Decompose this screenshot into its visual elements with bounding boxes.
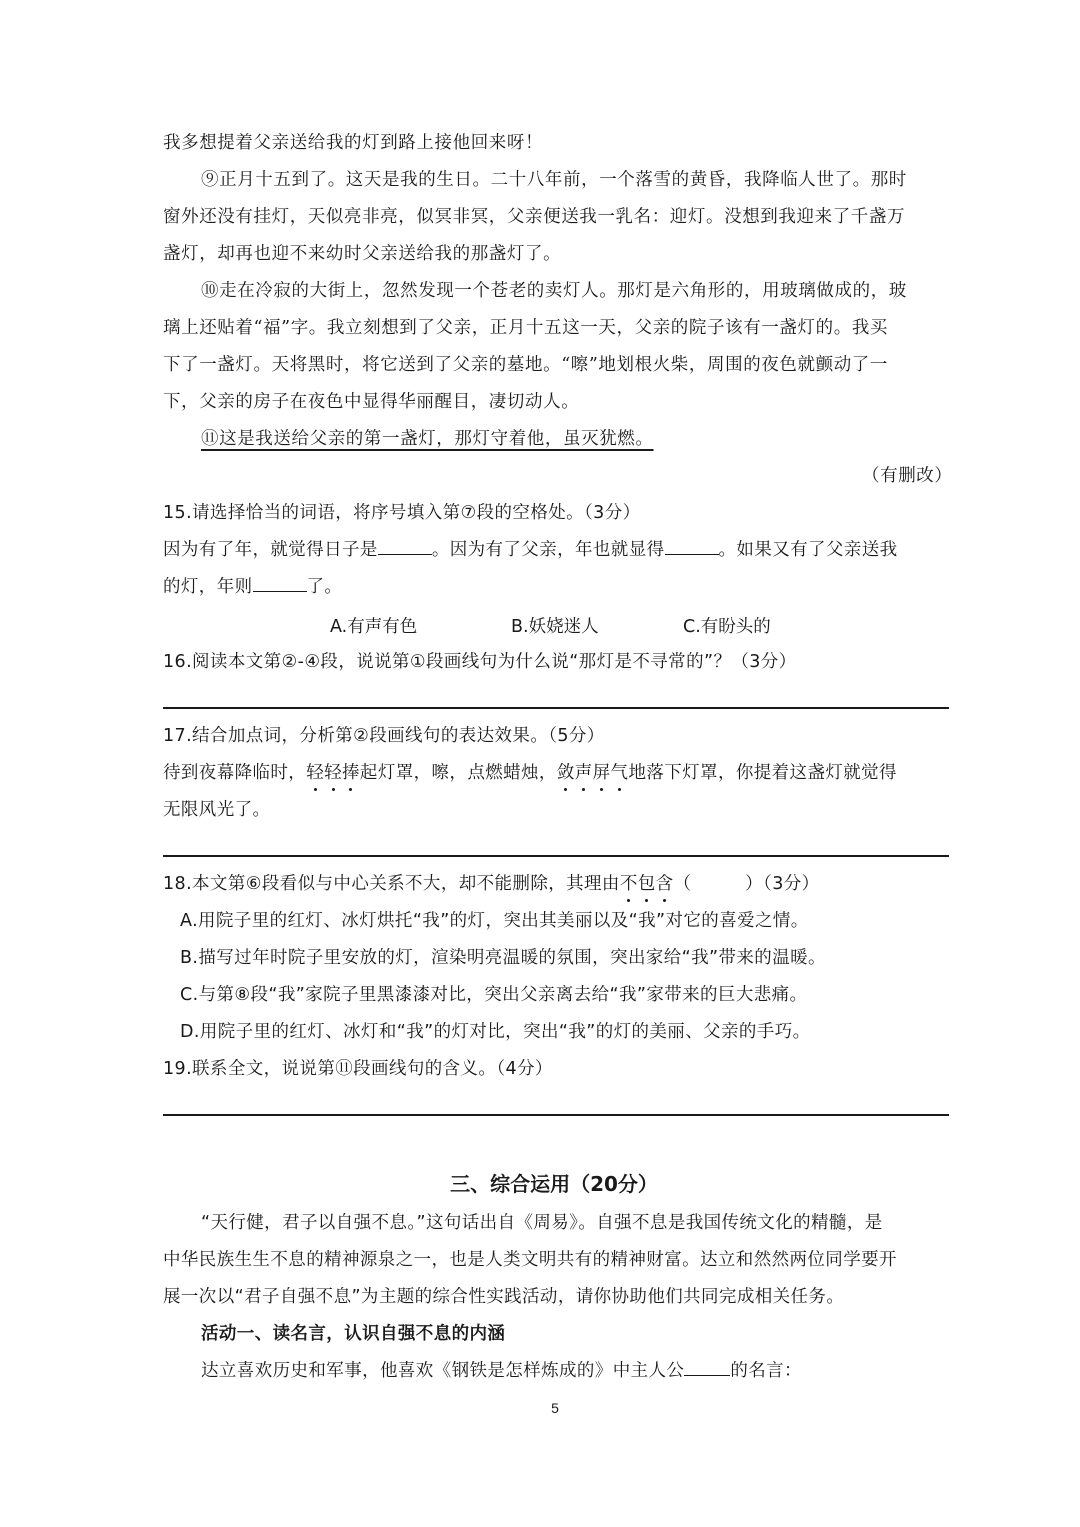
section-intro-line: 展一次以“君子自强不息”为主题的综合性实践活动，请你协助他们共同完成相关任务。 bbox=[163, 1287, 845, 1307]
question-15-line bbox=[163, 575, 342, 599]
answer-blank-2[interactable] bbox=[665, 539, 719, 555]
question-17-sentence bbox=[163, 761, 897, 785]
q18-option-a: A.用院子里的红灯、冰灯烘托“我”的灯，突出其美丽以及“我”对它的喜爱之情。 bbox=[180, 911, 809, 931]
activity-1-text: 达立喜欢历史和军事，他喜欢《钢铁是怎样炼成的》中主人公 bbox=[201, 1361, 685, 1381]
question-15-line bbox=[163, 538, 898, 562]
paragraph-9-line: ⑨正月十五到了。这天是我的生日。二十八年前，一个落雪的黄昏，我降临人世了。那时 bbox=[201, 170, 907, 190]
q18-option-d: D.用院子里的红灯、冰灯和“我”的灯对比，突出“我”的灯的美丽、父亲的手巧。 bbox=[180, 1022, 811, 1042]
q15-option-c: C.有盼头的 bbox=[683, 617, 771, 637]
q15-text: 的灯，年则 bbox=[163, 577, 253, 597]
q18-text: 18.本文第⑥段看似与中心关系不大，却不能删除，其理由 bbox=[163, 874, 620, 894]
question-15-stem: 15.请选择恰当的词语，将序号填入第⑦段的空格处。（3分） bbox=[163, 503, 641, 523]
q17-dotted-word: 敛声屏气 bbox=[556, 763, 629, 783]
paragraph-9-line: 窗外还没有挂灯，天似亮非亮，似冥非冥，父亲便送我一乳名：迎灯。没想到我迎来了千盏万 bbox=[163, 207, 906, 227]
q15-text: 了。 bbox=[306, 577, 343, 597]
q17-dotted-word: 轻轻捧 bbox=[306, 763, 360, 783]
answer-line-q17[interactable] bbox=[163, 855, 949, 857]
paragraph-10-line: ⑩走在冷寂的大街上，忽然发现一个苍老的卖灯人。那灯是六角形的，用玻璃做成的，玻 bbox=[201, 281, 907, 301]
section-intro-line: “天行健，君子以自强不息。”这句话出自《周易》。自强不息是我国传统文化的精髓，是 bbox=[201, 1213, 883, 1233]
paragraph-10-line: 璃上还贴着“福”字。我立刻想到了父亲，正月十五这一天，父亲的院子该有一盏灯的。我买 bbox=[163, 318, 888, 338]
q15-text: 。因为有了父亲，年也就显得 bbox=[431, 540, 665, 560]
paragraph-9-line: 盏灯，却再也迎不来幼时父亲送给我的那盏灯了。 bbox=[163, 244, 562, 264]
abridged-note: （有删改） bbox=[862, 466, 953, 486]
answer-blank-protagonist[interactable] bbox=[684, 1360, 730, 1376]
activity-1-line bbox=[201, 1359, 802, 1383]
answer-line-q16[interactable] bbox=[163, 707, 949, 709]
q15-text: 。如果又有了父亲送我 bbox=[718, 540, 898, 560]
question-19-stem: 19.联系全文，说说第⑪段画线句的含义。（4分） bbox=[163, 1059, 553, 1079]
question-18-stem bbox=[163, 872, 820, 896]
q18-dotted-word: 不包含 bbox=[619, 874, 674, 894]
section-intro-line: 中华民族生生不息的精神源泉之一，也是人类文明共有的精神财富。达立和然然两位同学要开 bbox=[163, 1250, 897, 1270]
answer-line-q19[interactable] bbox=[163, 1114, 949, 1116]
q17-text: 地落下灯罩，你提着这盏灯就觉得 bbox=[628, 763, 897, 783]
q15-text: 因为有了年，就觉得日子是 bbox=[163, 540, 378, 560]
answer-blank-1[interactable] bbox=[378, 539, 432, 555]
section-title: 三、综合运用（20分） bbox=[450, 1172, 658, 1196]
paragraph-11-underlined: ⑪这是我送给父亲的第一盏灯，那灯守着他，虽灭犹燃。 bbox=[201, 429, 654, 449]
paragraph-10-line: 下了一盏灯。天将黑时，将它送到了父亲的墓地。“嚓”地划根火柴，周围的夜色就颤动了一 bbox=[163, 355, 888, 375]
question-17-stem: 17.结合加点词，分析第②段画线句的表达效果。（5分） bbox=[163, 726, 605, 746]
question-16-stem: 16.阅读本文第②-④段，说说第①段画线句为什么说“那灯是不寻常的”？（3分） bbox=[163, 652, 797, 672]
question-17-sentence: 无限风光了。 bbox=[163, 800, 271, 820]
q18-text: （ ）（3分） bbox=[673, 874, 820, 894]
paragraph-10-line: 下，父亲的房子在夜色中显得华丽醒目，凄切动人。 bbox=[163, 392, 580, 412]
q17-text: 待到夜幕降临时， bbox=[163, 763, 307, 783]
page-number: 5 bbox=[551, 1400, 559, 1416]
q17-text: 起灯罩，嚓，点燃蜡烛， bbox=[359, 763, 557, 783]
q18-option-c: C.与第⑧段“我”家院子里黑漆漆对比，突出父亲离去给“我”家带来的巨大悲痛。 bbox=[180, 985, 808, 1005]
activity-1-text: 的名言： bbox=[730, 1361, 802, 1381]
q15-option-b: B.妖娆迷人 bbox=[511, 617, 599, 637]
answer-blank-3[interactable] bbox=[253, 576, 307, 592]
activity-1-heading: 活动一、读名言，认识自强不息的内涵 bbox=[201, 1324, 506, 1344]
q18-option-b: B.描写过年时院子里安放的灯，渲染明亮温暖的氛围，突出家给“我”带来的温暖。 bbox=[180, 948, 826, 968]
q15-option-a: A.有声有色 bbox=[330, 617, 418, 637]
passage-line: 我多想提着父亲送给我的灯到路上接他回来呀！ bbox=[163, 133, 544, 153]
